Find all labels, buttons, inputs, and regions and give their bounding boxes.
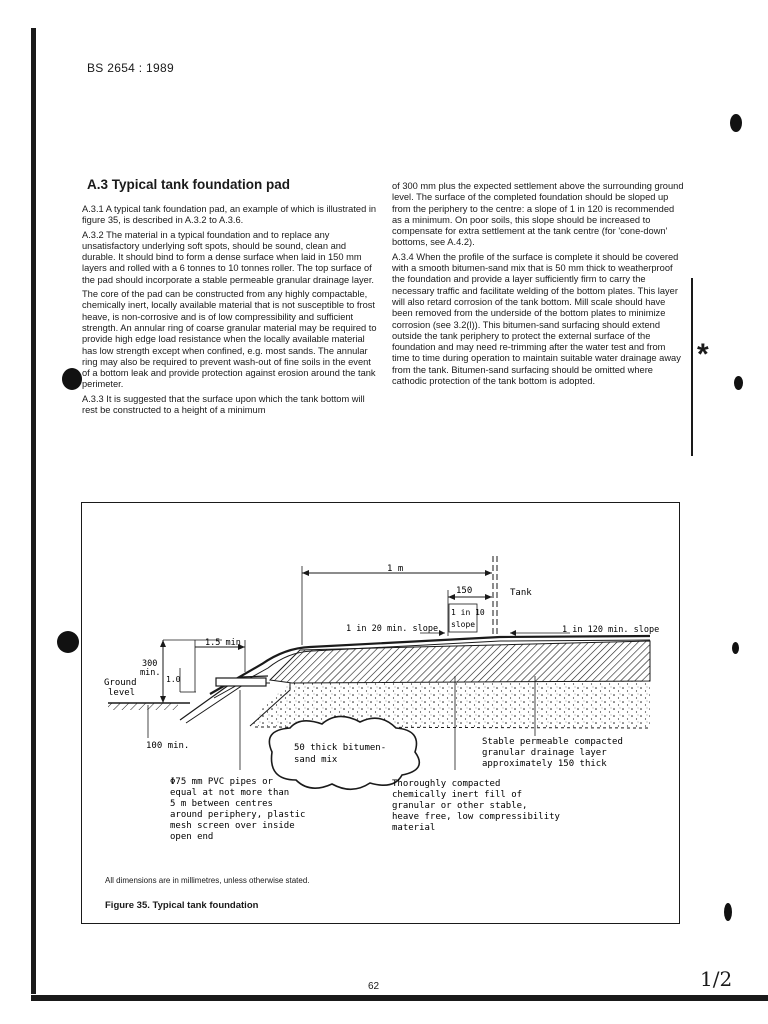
page-number: 62 bbox=[368, 981, 380, 992]
paragraph-a32: A.3.2 The material in a typical foundation and to replace any unsatisfactory underlying soft spots, should be sound, clean and durable. It should bind to form a dense surface when laid in 150 mm layers and rolled with a 6 tonnes to 10 tonnes roller. The top surface of the pad should incorporate a stable permeable granular drainage layer. bbox=[82, 229, 375, 285]
label-drainage: Stable permeable compacted bbox=[482, 737, 623, 747]
drainage-layer bbox=[270, 641, 650, 683]
label-pvc: 5 m between centres bbox=[170, 799, 273, 809]
label-pvc: around periphery, plastic bbox=[170, 810, 306, 820]
page-bottom-line bbox=[31, 995, 768, 1001]
label-slope-20: 1 in 20 min. slope bbox=[346, 624, 439, 634]
label-1in10: 1 in 10 bbox=[451, 608, 485, 617]
pvc-pipe bbox=[216, 678, 266, 686]
label-slope-120: 1 in 120 min. slope bbox=[562, 625, 660, 635]
label-1m: 1 m bbox=[387, 564, 404, 574]
change-marker-asterisk: * bbox=[697, 338, 709, 371]
label-level: level bbox=[108, 688, 136, 698]
figure-caption: Figure 35. Typical tank foundation bbox=[105, 900, 259, 911]
label-drainage: approximately 150 thick bbox=[482, 759, 607, 769]
label-fill: granular or other stable, bbox=[392, 801, 528, 811]
label-ground: Ground bbox=[104, 678, 137, 688]
label-pvc: Φ75 mm PVC pipes or bbox=[170, 777, 273, 787]
paragraph-a31: A.3.1 A typical tank foundation pad, an example of which is illustrated in figure 35, is described in A.3.2 to A.3.6. bbox=[82, 204, 377, 226]
label-slope: slope bbox=[451, 620, 476, 629]
label-150: 150 bbox=[456, 586, 473, 596]
label-1-5-min: 1.5 min bbox=[205, 638, 241, 648]
section-heading: A.3 Typical tank foundation pad bbox=[87, 177, 291, 192]
label-fill: heave free, low compressibility bbox=[392, 812, 560, 822]
label-drainage: granular drainage layer bbox=[482, 748, 607, 758]
paragraph-a33-cont: of 300 mm plus the expected settlement above the surrounding ground level. The surface of the completed foundation should be sloped up from the periphery to the centre: a slope of 1 in 120 is recommended as a minimum. On poor soils, this slope should be increased to compensate for extra settlement at the tank centre (for 'cone-down' bottoms, see A.4.2). bbox=[392, 181, 684, 248]
label-300: 300 bbox=[142, 659, 158, 669]
label-pvc: open end bbox=[170, 832, 214, 842]
label-1-0: 1.0 bbox=[166, 675, 181, 684]
label-100-min: 100 min. bbox=[146, 741, 190, 751]
paragraph-a34: A.3.4 When the profile of the surface is complete it should be covered with a smooth bitumen-sand mix that is 50 mm thick to weatherproof the foundation and provide a layer sufficiently firm to carry the necessary traffic and facilitate welding of the bottom plates. This layer will also retard corrosion of the tank bottom. Mill scale should have been removed from the underside of the bottom plates to minimize corrosion (see 3.2(l)). This bitumen-sand surfacing should extend outside the tank periphery to protect the external surface of the foundation and may need re-trimming after the water test and from time to time during operation to maintain suitable water drainage away from the tank. Bitumen-sand surfacing should be omitted where cathodic protection of the tank bottom is adopted. bbox=[392, 251, 681, 387]
label-fill: chemically inert fill of bbox=[392, 790, 523, 800]
label-fill: material bbox=[392, 823, 436, 833]
paragraph-core: The core of the pad can be constructed from any highly compactable, chemically inert, locally available material that is not susceptible to frost heave, is non-corrosive and is of low compressibility and sufficient strength. An annular ring of coarse granular material may be required to provide high edge load resistance when the locally available material has low strength except when confined, e.g. most sands. The annular ring may also be required to prevent wash-out of fine soils in the event of a bottom leak and provide protection against erosion around the tank perimeter. bbox=[82, 289, 377, 390]
handwritten-mark: 1/2 bbox=[700, 967, 733, 991]
label-tank: Tank bbox=[510, 588, 532, 598]
label-pvc: mesh screen over inside bbox=[170, 821, 295, 831]
label-bitumen-2: sand mix bbox=[294, 755, 338, 765]
label-fill: Thoroughly compacted bbox=[392, 779, 501, 789]
label-pvc: equal at not more than bbox=[170, 788, 290, 798]
units-note: All dimensions are in millimetres, unless otherwise stated. bbox=[105, 876, 310, 885]
paragraph-a33: A.3.3 It is suggested that the surface upon which the tank bottom will rest be constructed to a height of a minimum bbox=[82, 393, 365, 416]
label-bitumen-1: 50 thick bitumen- bbox=[294, 743, 387, 753]
standard-reference: BS 2654 : 1989 bbox=[87, 61, 174, 75]
label-min: min. bbox=[140, 668, 161, 678]
